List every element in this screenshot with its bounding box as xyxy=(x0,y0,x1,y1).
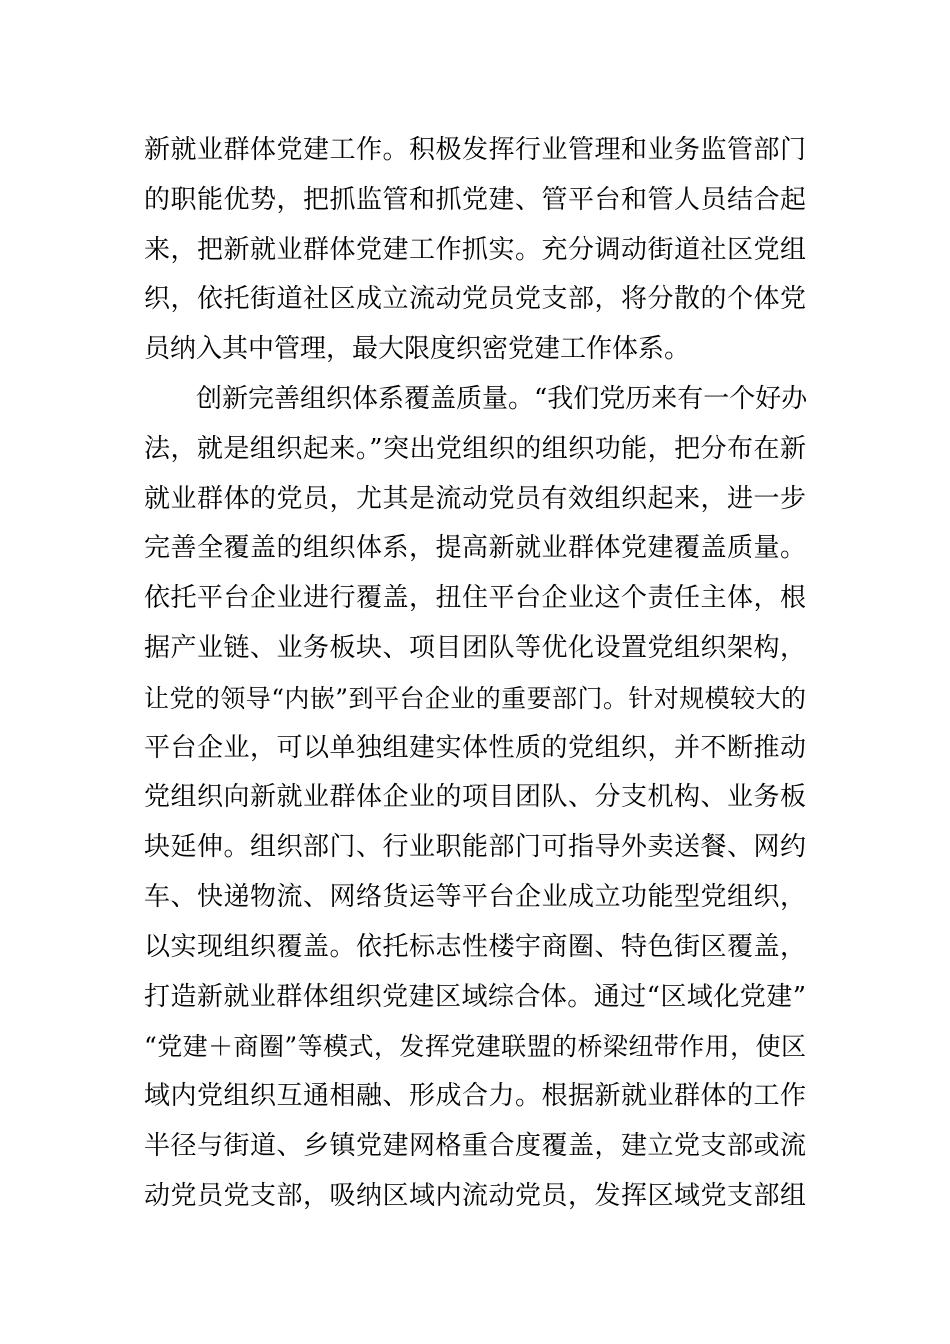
text-line: 就业群体的党员，尤其是流动党员有效组织起来，进一步 xyxy=(144,483,806,514)
text-line: 以实现组织覆盖。依托标志性楼宇商圈、特色街区覆盖， xyxy=(144,931,806,962)
text-line: 员纳入其中管理，最大限度织密党建工作体系。 xyxy=(144,334,691,365)
text-line: 来，把新就业群体党建工作抓实。充分调动街道社区党组 xyxy=(144,234,806,265)
text-line: 新就业群体党建工作。积极发挥行业管理和业务监管部门 xyxy=(144,135,806,165)
text-line: 车、快递物流、网络货运等平台企业成立功能型党组织， xyxy=(144,881,806,912)
text-line: 平台企业，可以单独组建实体性质的党组织，并不断推动 xyxy=(144,732,806,763)
text-line: 创新完善组织体系覆盖质量。“我们党历来有一个好办 xyxy=(196,383,808,414)
text-line: 域内党组织互通相融、形成合力。根据新就业群体的工作 xyxy=(144,1081,806,1112)
text-line: 党组织向新就业群体企业的项目团队、分支机构、业务板 xyxy=(144,782,806,813)
text-line: 打造新就业群体组织党建区域综合体。通过“区域化党建” xyxy=(144,981,806,1012)
text-line: 完善全覆盖的组织体系，提高新就业群体党建覆盖质量。 xyxy=(144,533,806,564)
text-line: 依托平台企业进行覆盖，扭住平台企业这个责任主体，根 xyxy=(144,583,806,614)
text-line: 动党员党支部，吸纳区域内流动党员，发挥区域党支部组 xyxy=(144,1180,806,1211)
body-text xyxy=(144,126,806,1222)
text-line: 半径与街道、乡镇党建网格重合度覆盖，建立党支部或流 xyxy=(144,1130,806,1161)
text-line: 的职能优势，把抓监管和抓党建、管平台和管人员结合起 xyxy=(144,184,806,215)
text-line: 据产业链、业务板块、项目团队等优化设置党组织架构， xyxy=(144,632,806,663)
text-line: 织，依托街道社区成立流动党员党支部，将分散的个体党 xyxy=(144,284,806,315)
text-line: 块延伸。组织部门、行业职能部门可指导外卖送餐、网约 xyxy=(144,832,806,863)
text-line: 让党的领导“内嵌”到平台企业的重要部门。针对规模较大的 xyxy=(144,683,806,713)
text-line: “党建＋商圈”等模式，发挥党建联盟的桥梁纽带作用，使区 xyxy=(144,1032,806,1062)
text-line: 法，就是组织起来。”突出党组织的组织功能，把分布在新 xyxy=(144,433,806,464)
